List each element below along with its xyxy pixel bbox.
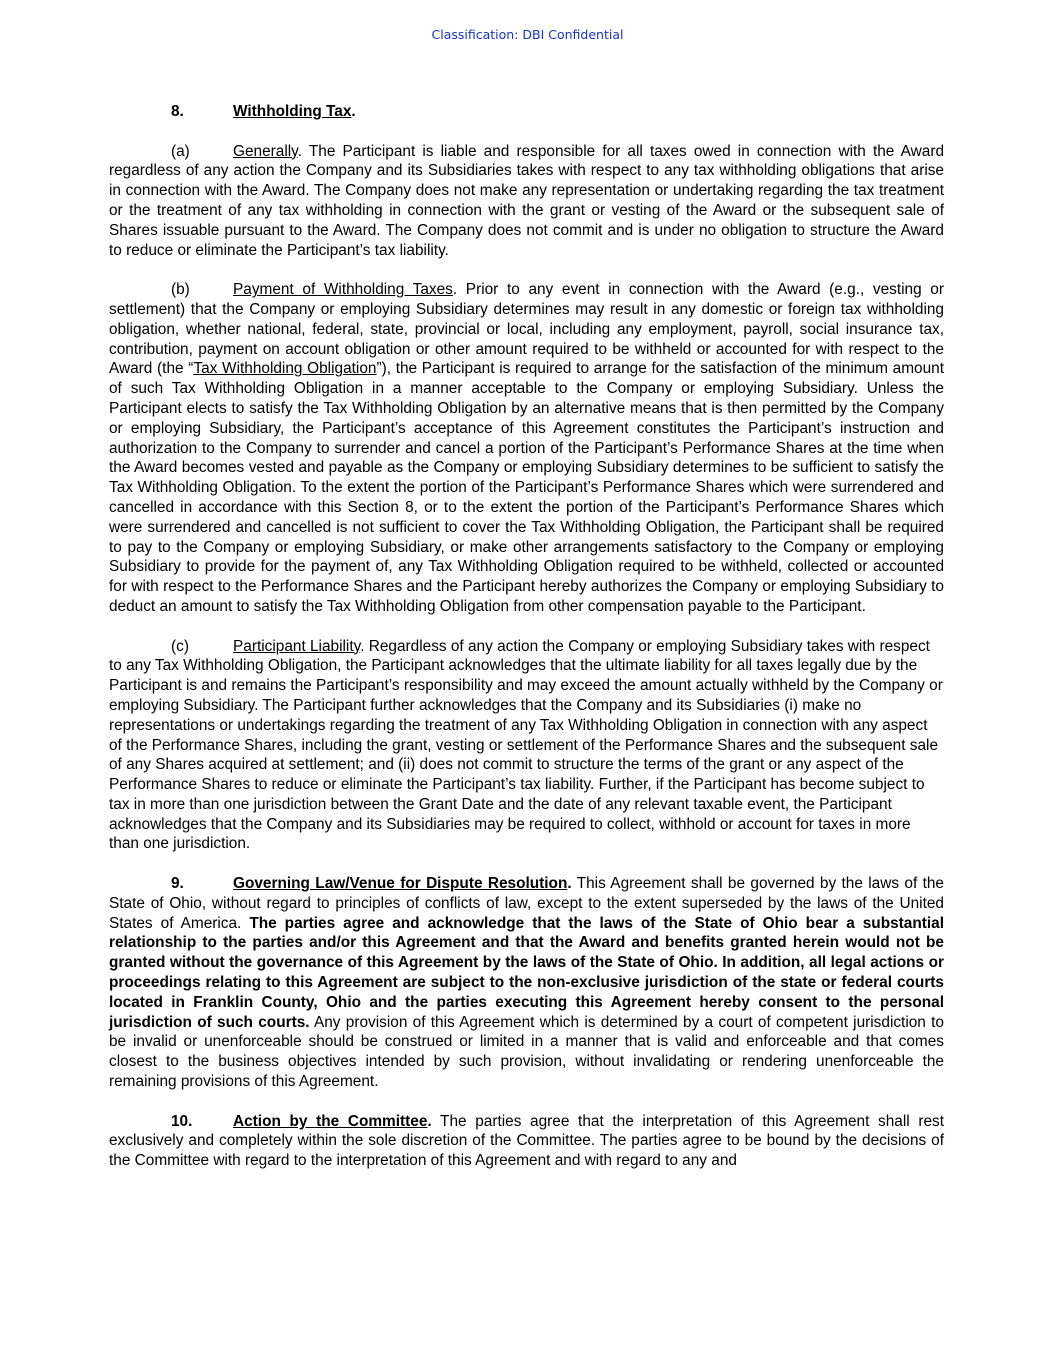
subsection-heading: Participant Liability (233, 637, 361, 655)
subsection-heading: Generally (233, 142, 298, 160)
section-8-heading (109, 102, 944, 122)
section-8a-paragraph (109, 142, 944, 261)
section-number: 10. (171, 1112, 193, 1130)
document-body (109, 102, 944, 1191)
subsection-label: (c) (171, 637, 189, 655)
section-title: Governing Law/Venue for Dispute Resolution (233, 875, 568, 893)
paragraph-text: ”), the Participant is required to arrange for the satisfaction of the minimum amount of such Tax Withholding Obligation in a manner acceptable to the Company or employing Subsidiary. Unless the Participant elects to satisfy the Tax Withholding Obligation by an alternative means that is then permitted by the Company or employing Subsidiary, the Participant’s acceptance of this Agreement constitutes the Participant’s instruction and authorization to the Company to surrender and cancel a portion of the Participant’s Performance Shares at the time when the Award becomes vested and payable as the Company or employing Subsidiary determines to be sufficient to satisfy the Tax Withholding Obligation. To the extent the portion of the Participant’s Performance Shares which were surrendered and cancelled in accordance with this Section 8, or to the extent the portion of the Participant’s Performance Shares which were surrendered and cancelled is not sufficient to cover the Tax Withholding Obligation, the Participant shall be required to pay to the Company or employing Subsidiary, or make other arrangements satisfactory to the Company or employing Subsidiary to provide for the payment of, any Tax Withholding Obligation required to be withheld, collected or accounted for with respect to the Performance Shares and the Participant hereby authorizes the Company or employing Subsidiary to deduct an amount to satisfy the Tax Withholding Obligation from other compensation payable to the Participant. (109, 360, 944, 615)
paragraph-text: . Regardless of any action the Company or employing Subsidiary takes with respect to any Tax Withholding Obligation, the Participant acknowledges that the ultimate liability for all taxes legally due by the Participant is and remains the Participant’s responsibility and may exceed the amount actually withheld by the Company or employing Subsidiary. The Participant further acknowledges that the Company and its Subsidiaries (i) make no representations or undertakings regarding the treatment of any Tax Withholding Obligation in connection with any aspect of the Performance Shares, including the grant, vesting or settlement of the Performance Shares and the subsequent sale of any Shares acquired at settlement; and (ii) does not commit to structure the terms of the grant or any aspect of the Performance Shares to reduce or eliminate the Participant’s tax liability. Further, if the Participant has become subject to tax in more than one jurisdiction between the Grant Date and the date of any relevant taxable event, the Participant acknowledges that the Company and its Subsidiaries may be required to collect, withhold or account for taxes in more than one jurisdiction. (109, 637, 943, 853)
section-title-end: . (351, 103, 356, 120)
section-title: Action by the Committee (233, 1112, 428, 1130)
paragraph-text: The parties agree that the interpretation of this Agreement shall rest exclusively and completely within the sole discretion of the Committee. The parties agree to be bound by the decisions of the Committee with regard to the interpretation of this Agreement and with regard to any and (109, 1112, 944, 1170)
paragraph-text: . Prior to any event in connection with the Award (e.g., vesting or settlement) that the Company or employing Subsidiary determines may result in any domestic or foreign tax withholding obligation, whether national, federal, state, provincial or local, including any employment, payroll, social insurance tax, contribution, payment on account obligation or other amount required to be withheld or accounted for with respect to the Award (the “ (109, 281, 944, 378)
section-title: Withholding Tax (233, 103, 352, 120)
section-9-paragraph (109, 874, 944, 1092)
section-8b-paragraph (109, 280, 944, 617)
paragraph-text: This Agreement shall be governed by the laws of the State of Ohio, without regard to principles of conflicts of law, except to the extent superseded by the laws of the United States of America. (109, 875, 944, 932)
section-number: 9. (171, 875, 184, 893)
section-title-end: . (567, 875, 572, 893)
paragraph-text: . The Participant is liable and responsible for all taxes owed in connection with the Award regardless of any action the Company and its Subsidiaries takes with respect to any tax withholding obligations that arise in connection with the Award. The Company does not make any representation or undertaking regarding the tax treatment or the treatment of any tax withholding in connection with the grant or vesting of the Award or the subsequent sale of Shares issuable pursuant to the Award. The Company does not commit and is under no obligation to structure the Award to reduce or eliminate the Participant’s tax liability. (109, 142, 944, 259)
section-10-paragraph (109, 1112, 944, 1171)
section-8c-paragraph (109, 637, 944, 855)
section-title-end: . (427, 1112, 432, 1130)
subsection-label: (b) (171, 281, 190, 299)
defined-term: Tax Withholding Obligation (193, 360, 377, 378)
subsection-heading: Payment of Withholding Taxes (233, 281, 453, 299)
section-number: 8. (171, 103, 184, 120)
bold-paragraph-text: The parties agree and acknowledge that the laws of the State of Ohio bear a substantial relationship to the parties and/or this Agreement and that the Award and benefits granted herein would not be granted without the governance of this Agreement by the laws of the State of Ohio. In addition, all legal actions or proceedings relating to this Agreement are subject to the non-exclusive jurisdiction of the state or federal courts located in Franklin County, Ohio and the parties executing this Agreement hereby consent to the personal jurisdiction of such courts. (109, 914, 944, 1031)
subsection-label: (a) (171, 142, 190, 160)
paragraph-text: Any provision of this Agreement which is determined by a court of competent jurisdiction to be invalid or unenforceable should be construed or limited in a manner that is valid and enforceable and that comes closest to the business objectives intended by such provision, without invalidating or rendering unenforceable the remaining provisions of this Agreement. (109, 1013, 944, 1091)
classification-header: Classification: DBI Confidential (431, 27, 624, 42)
